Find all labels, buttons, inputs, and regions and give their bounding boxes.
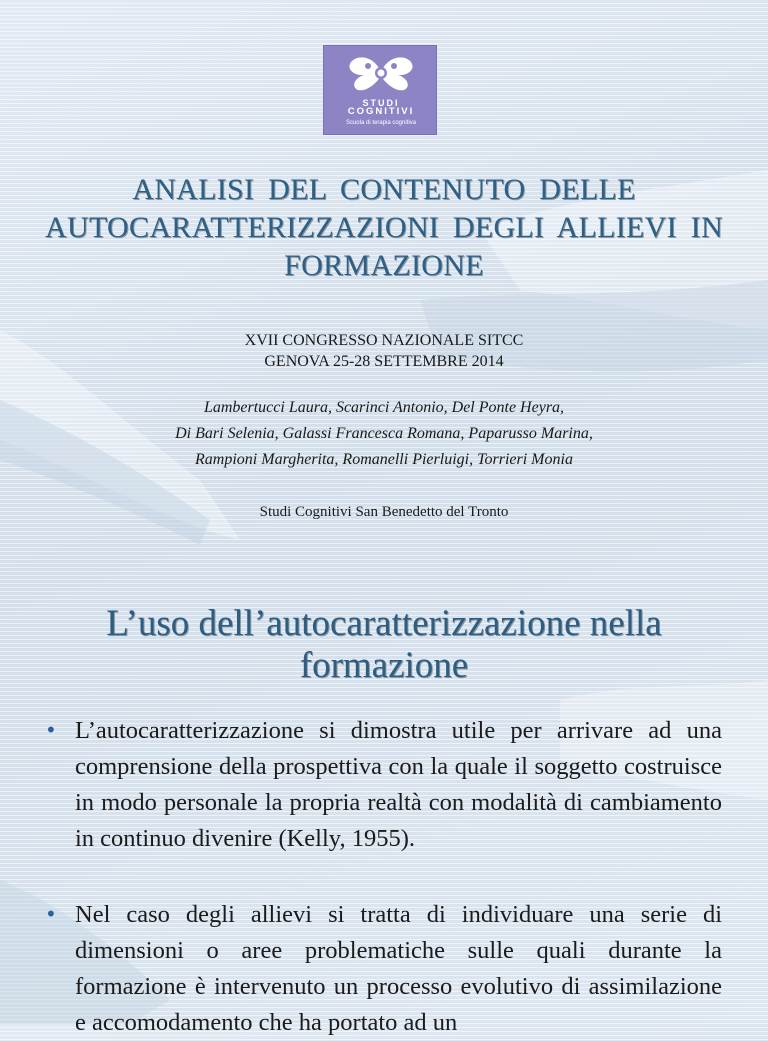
slide-title: L’uso dell’autocaratterizzazione nella formazione [106, 603, 662, 686]
logo-subtitle: Scuola di terapia cognitiva [345, 120, 417, 126]
logo-text-line1: STUDI [362, 98, 400, 108]
authors-line-3: Rampioni Margherita, Romanelli Pierluigi, Torrieri Monia [195, 451, 573, 468]
logo-text-line2: COGNITIVI [347, 106, 415, 117]
studi-cognitivi-logo [323, 45, 437, 135]
butterfly-icon [324, 46, 438, 98]
congress-location: GENOVA 25-28 SETTEMBRE 2014 [264, 353, 504, 370]
authors-line-1: Lambertucci Laura, Scarinci Antonio, Del Ponte Heyra, [203, 399, 565, 416]
presentation-title: ANALISI DEL CONTENUTO DELLE AUTOCARATTERIZZAZIONI DEGLI ALLIEVI IN FORMAZIONE [45, 173, 723, 282]
content-slide [0, 560, 768, 1036]
affiliation: Studi Cognitivi San Benedetto del Tronto [259, 504, 509, 520]
congress-name: XVII CONGRESSO NAZIONALE SITCC [244, 332, 524, 349]
bullet-text: Nel caso degli allievi si tratta di individuare una serie di dimensioni o aree problematiche sulle quali durante la formazione è intervenuto un processo evolutivo di assimilazione e accomodamento che ha portato ad un [75, 901, 722, 1036]
bullet-icon: • [45, 718, 57, 742]
bullet-text: L’autocaratterizzazione si dimostra utile per arrivare ad una comprensione della prospettiva con la quale il soggetto costruisce in modo personale la propria realtà con modalità di cambiamento in continuo divenire (Kelly, 1955). [75, 717, 722, 852]
bullet-icon: • [45, 902, 57, 926]
authors-line-2: Di Bari Selenia, Galassi Francesca Romana, Paparusso Marina, [175, 425, 593, 442]
